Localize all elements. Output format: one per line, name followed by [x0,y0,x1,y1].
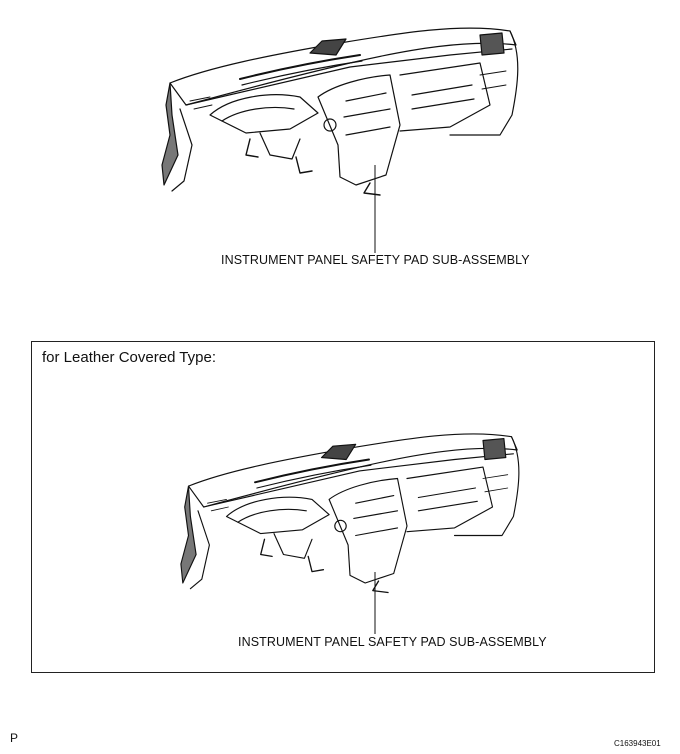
dashboard-illustration-leather [165,412,535,602]
section-mark: P [10,731,19,745]
leader-line-leather [373,572,377,636]
part-label-standard: INSTRUMENT PANEL SAFETY PAD SUB-ASSEMBLY [221,253,530,267]
dashboard-illustration-standard [150,5,530,205]
figure-code: C163943E01 [614,739,661,748]
leader-line-standard [373,165,377,255]
part-label-leather: INSTRUMENT PANEL SAFETY PAD SUB-ASSEMBLY [238,635,547,649]
leather-covered-title: for Leather Covered Type: [42,349,216,366]
